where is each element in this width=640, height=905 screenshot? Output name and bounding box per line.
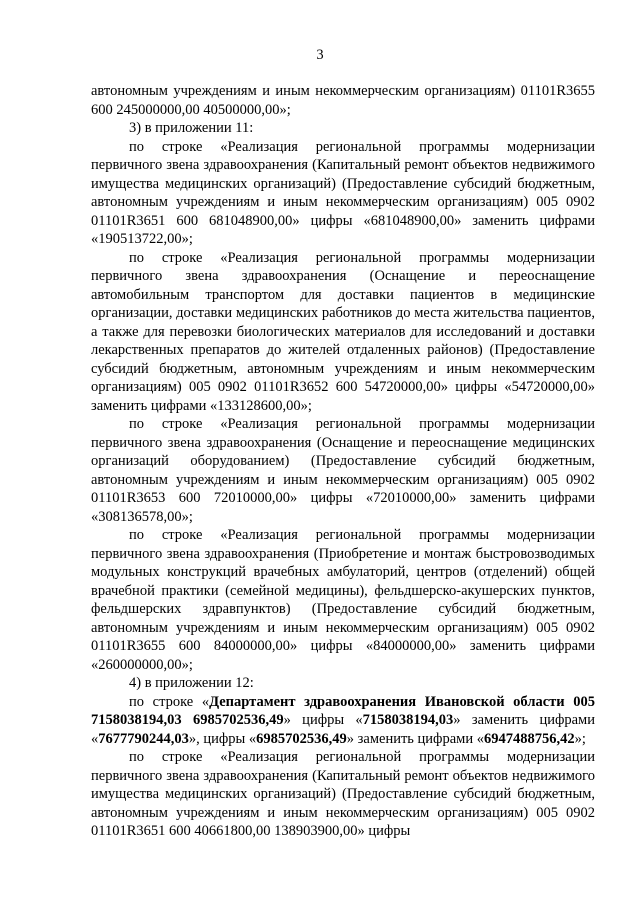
text-run: по строке « [129,693,210,710]
text-run: »; [574,730,586,747]
text-run: 3) в приложении 11: [129,120,254,136]
text-run: 4) в приложении 12: [129,675,254,691]
bold-text: Департамент здравоохранения Ивановской области 005 7158038194,03 6985702536,49 [91,693,595,728]
text-run: », цифры « [188,730,257,747]
bold-text: 6947488756,42 [483,730,575,747]
text-run: по строке «Реализация региональной программы модернизации первичного звена здравоохранения (Капитальный ремонт объектов недвижимого имущества медицинских организаций) (Предоставление субсидий бюджетным, автономным учреждениям и иным некоммерческим организациям) 005 0902 01101R3651 600 681048900,00» цифры «681048900,00» заменить цифрами «190513722,00»; [91,138,595,247]
text-run: » цифры « [283,712,363,728]
text-run: » заменить цифрами « [346,730,484,747]
document-body [91,82,595,841]
text-run: автономным учреждениям и иным некоммерческим организациям) 01101R3655 600 245000000,00 40500000,00»; [91,83,595,118]
bold-text: 7158038194,03 [362,712,454,728]
paragraph [91,674,595,693]
paragraph [91,693,595,749]
text-run: » заменить цифрами « [91,712,595,747]
paragraph [91,748,595,841]
bold-text: 7677790244,03 [98,730,189,747]
paragraph [91,249,595,416]
text-run: по строке «Реализация региональной программы модернизации первичного звена здравоохранения (Капитальный ремонт объектов недвижимого имущества медицинских организаций) (Предоставление субсидий бюджетным, автономным учреждениям и иным некоммерческим организациям) 005 0902 01101R3651 600 40661800,00 138903900,00» цифры [91,749,595,839]
bold-text: 6985702536,49 [256,730,347,747]
paragraph [91,82,595,119]
paragraph [91,119,595,138]
paragraph [91,138,595,249]
paragraph [91,526,595,674]
text-run: по строке «Реализация региональной программы модернизации первичного звена здравоохранения (Оснащение и переоснащение автомобильным транспортом для доставки пациентов в медицинские организации, доставки медицинских работников до места жительства пациентов, а также для перевозки биологических материалов для исследований и доставки лекарственных препаратов до жителей отдаленных районов) (Предоставление субсидий бюджетным, автономным учреждениям и иным некоммерческим организациям) 005 0902 01101R3652 600 54720000,00» цифры «54720000,00» заменить цифрами «133128600,00»; [91,249,595,414]
text-run: по строке «Реализация региональной программы модернизации первичного звена здравоохранения (Оснащение и переоснащение медицинских организаций оборудованием) (Предоставление субсидий бюджетным, автономным учреждениям и иным некоммерческим организациям) 005 0902 01101R3653 600 72010000,00» цифры «72010000,00» заменить цифрами «308136578,00»; [91,416,595,525]
text-run: по строке «Реализация региональной программы модернизации первичного звена здравоохранения (Приобретение и монтаж быстровозводимых модульных конструкций врачебных амбулаторий, центров (отделений) общей врачебной практики (семейной медицины), фельдшерско-акушерских пунктов, фельдшерских здравпунктов) (Предоставление субсидий бюджетным, автономным учреждениям и иным некоммерческим организациям) 005 0902 01101R3655 600 84000000,00» цифры «84000000,00» заменить цифрами «260000000,00»; [91,527,595,673]
paragraph [91,415,595,526]
page-number: 3 [316,47,324,63]
